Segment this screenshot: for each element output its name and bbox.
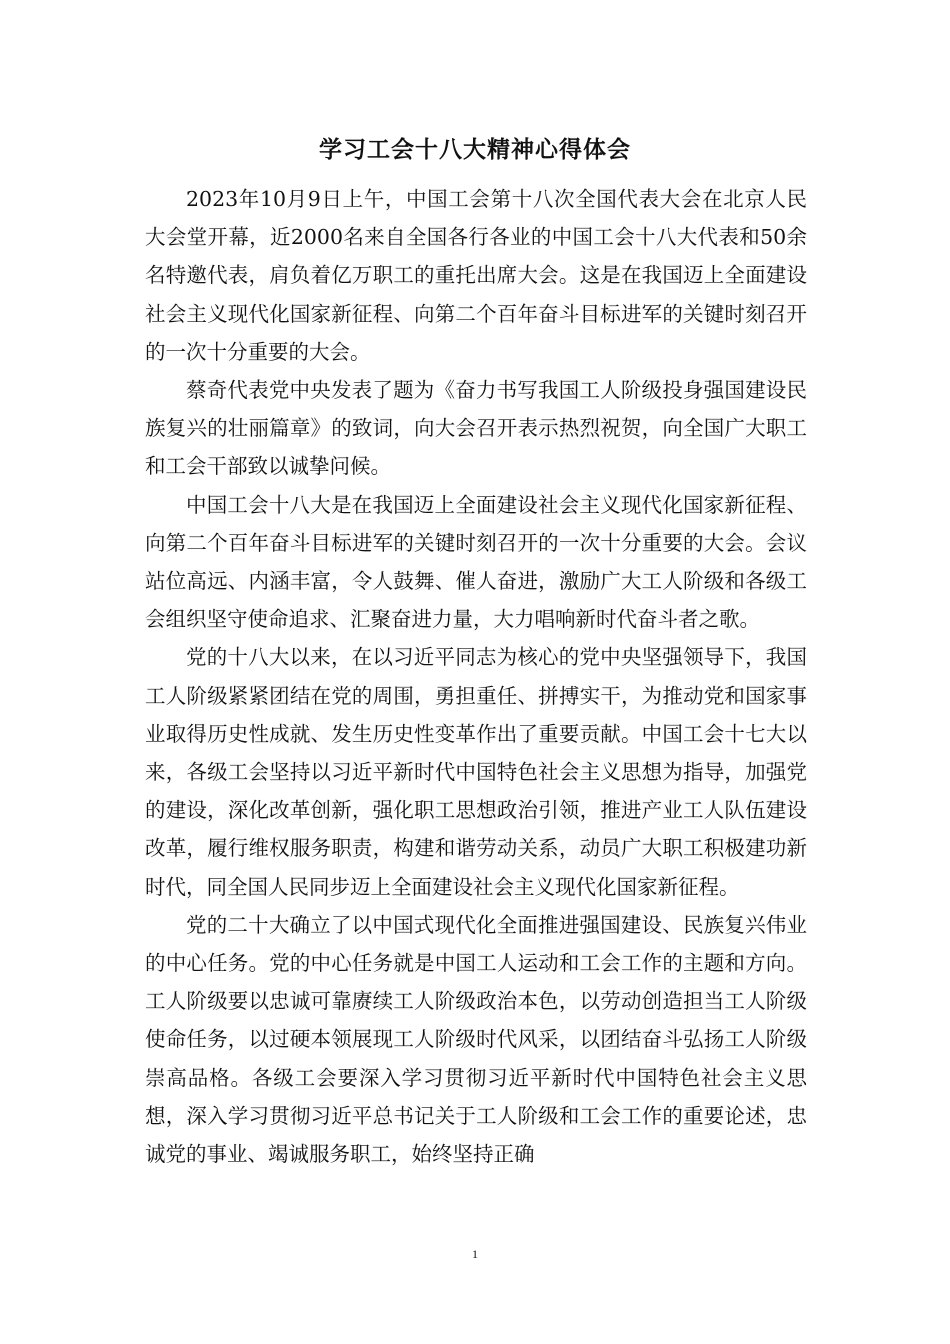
paragraph: 党的二十大确立了以中国式现代化全面推进强国建设、民族复兴伟业的中心任务。党的中心任务就是中国工人运动和工会工作的主题和方向。工人阶级要以忠诚可靠赓续工人阶级政治本色，以劳动创造担当工人阶级使命任务，以过硬本领展现工人阶级时代风采，以团结奋斗弘扬工人阶级崇高品格。各级工会要深入学习贯彻习近平新时代中国特色社会主义思想，深入学习贯彻习近平总书记关于工人阶级和工会工作的重要论述，忠诚党的事业、竭诚服务职工，始终坚持正确 [145, 912, 807, 1167]
paragraph: 中国工会十八大是在我国迈上全面建设社会主义现代化国家新征程、向第二个百年奋斗目标进军的关键时刻召开的一次十分重要的大会。会议站位高远、内涵丰富，令人鼓舞、催人奋进，激励广大工人阶级和各级工会组织坚守使命追求、汇聚奋进力量，大力唱响新时代奋斗者之歌。 [145, 492, 807, 632]
paragraph: 蔡奇代表党中央发表了题为《奋力书写我国工人阶级投身强国建设民族复兴的壮丽篇章》的致词，向大会召开表示热烈祝贺，向全国广大职工和工会干部致以诚挚问候。 [145, 378, 807, 479]
document-body [145, 180, 807, 1173]
page-number: 1 [472, 1247, 478, 1261]
paragraph: 2023年10月9日上午，中国工会第十八次全国代表大会在北京人民大会堂开幕，近2000名来自全国各行各业的中国工会十八大代表和50余名特邀代表，肩负着亿万职工的重托出席大会。这是在我国迈上全面建设社会主义现代化国家新征程、向第二个百年奋斗目标进军的关键时刻召开的一次十分重要的大会。 [145, 187, 807, 364]
document-title: 学习工会十八大精神心得体会 [319, 136, 631, 163]
paragraph: 党的十八大以来，在以习近平同志为核心的党中央坚强领导下，我国工人阶级紧紧团结在党的周围，勇担重任、拼搏实干，为推动党和国家事业取得历史性成就、发生历史性变革作出了重要贡献。中国工会十七大以来，各级工会坚持以习近平新时代中国特色社会主义思想为指导，加强党的建设，深化改革创新，强化职工思想政治引领，推进产业工人队伍建设改革，履行维权服务职责，构建和谐劳动关系，动员广大职工积极建功新时代，同全国人民同步迈上全面建设社会主义现代化国家新征程。 [145, 645, 807, 899]
